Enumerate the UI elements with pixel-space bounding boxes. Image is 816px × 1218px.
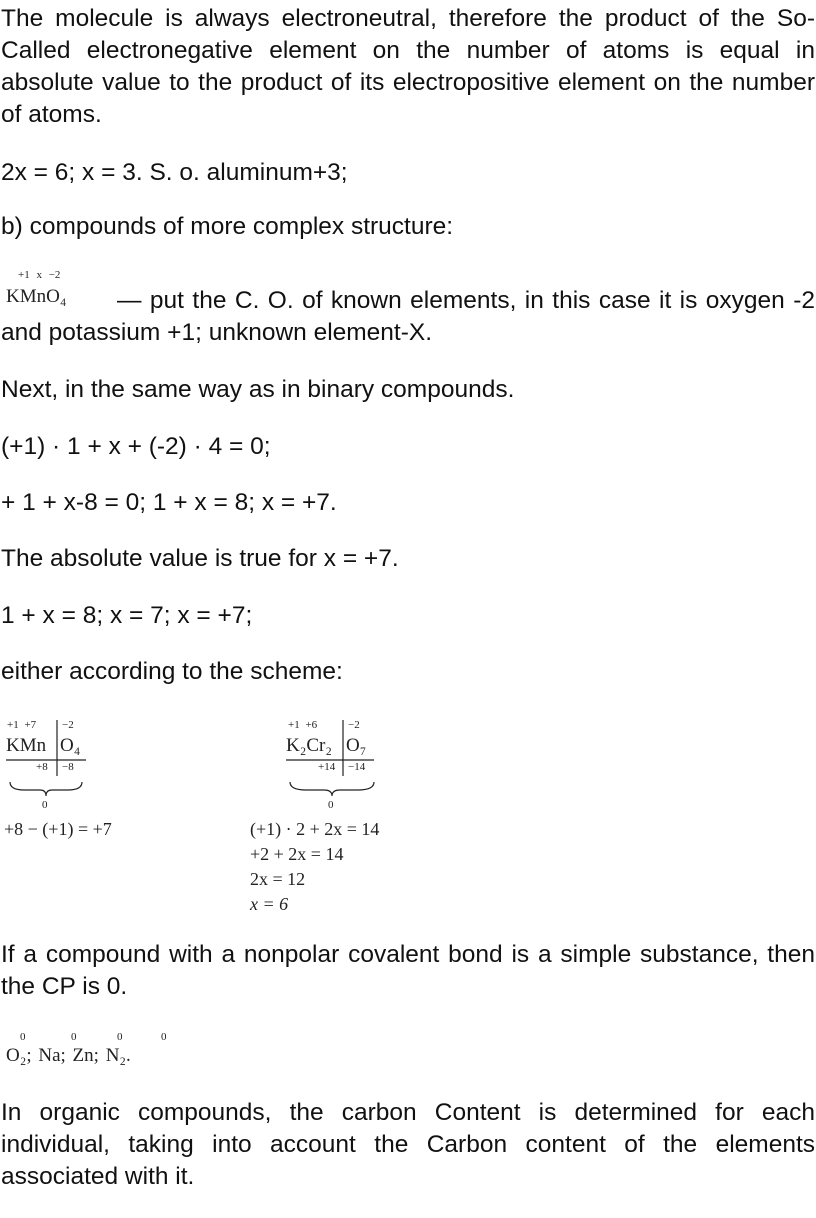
scheme-formula-left: K₂Cr₂ bbox=[286, 735, 332, 756]
zero-na: 0 bbox=[71, 1031, 77, 1043]
paragraph-absolute-value: The absolute value is true for x = +7. bbox=[1, 545, 399, 572]
scheme-zero: 0 bbox=[42, 799, 48, 811]
oxidation-states: +1 x −2 bbox=[18, 269, 61, 281]
scheme-sum-left: +8 bbox=[36, 761, 48, 773]
scheme-equation-1: (+1) · 2 + 2x = 14 bbox=[250, 819, 380, 839]
scheme-zero: 0 bbox=[328, 799, 334, 811]
paragraph-organic: In organic compounds, the carbon Content is determined for each individual, taking into account the Carbon content of the elements associated with it. bbox=[1, 1099, 815, 1190]
scheme-ox-top: +1 +7 bbox=[7, 719, 37, 731]
formula-simple-substances: O₂; Na; Zn; N₂. bbox=[6, 1045, 131, 1066]
zero-n2: 0 bbox=[161, 1031, 167, 1043]
scheme-lines bbox=[284, 716, 464, 816]
scheme-formula-right: O₄ bbox=[60, 735, 81, 756]
paragraph-electroneutral: The molecule is always electroneutral, therefore the product of the So-Called electronegative element on the number of atoms is equal in absolute value to the product of its electropositive element on the number of atoms. bbox=[1, 5, 815, 128]
paragraph-next: Next, in the same way as in binary compounds. bbox=[1, 376, 515, 403]
paragraph-complex-structure: b) compounds of more complex structure: bbox=[1, 213, 454, 240]
scheme-lines bbox=[4, 716, 164, 816]
paragraph-aluminum: 2x = 6; x = 3. S. o. aluminum+3; bbox=[1, 159, 348, 186]
equation-line-3: 1 + x = 8; x = 7; x = +7; bbox=[1, 602, 253, 629]
scheme-equation-4: x = 6 bbox=[250, 894, 289, 914]
scheme-equation-3: 2x = 12 bbox=[250, 869, 306, 889]
paragraph-scheme-intro: either according to the scheme: bbox=[1, 658, 343, 685]
equation-line-2: + 1 + x-8 = 0; 1 + x = 8; x = +7. bbox=[1, 489, 337, 516]
equation-line-1: (+1) · 1 + x + (-2) · 4 = 0; bbox=[1, 433, 271, 460]
scheme-sum-right: −8 bbox=[62, 761, 74, 773]
formula-kmno4: KMnO₄ bbox=[6, 286, 67, 307]
simple-substances bbox=[6, 1030, 186, 1074]
zero-o2: 0 bbox=[20, 1031, 26, 1043]
scheme-equation-2: +2 + 2x = 14 bbox=[250, 844, 344, 864]
scheme-ox-top-right: −2 bbox=[62, 719, 74, 731]
scheme-formula-right: O₇ bbox=[346, 735, 367, 756]
scheme-sum-left: +14 bbox=[318, 761, 336, 773]
scheme-equation: +8 − (+1) = +7 bbox=[4, 819, 112, 839]
zero-zn: 0 bbox=[117, 1031, 123, 1043]
scheme-ox-top-right: −2 bbox=[348, 719, 360, 731]
scheme-sum-right: −14 bbox=[348, 761, 366, 773]
paragraph-put-co: — put the C. O. of known elements, in this case it is oxygen -2 and potassium +1; unknown element-X. bbox=[1, 287, 815, 346]
scheme-formula-left: KMn bbox=[6, 735, 47, 756]
paragraph-nonpolar: If a compound with a nonpolar covalent bond is a simple substance, then the CP is 0. bbox=[1, 941, 815, 1000]
scheme-ox-top: +1 +6 bbox=[288, 719, 318, 731]
